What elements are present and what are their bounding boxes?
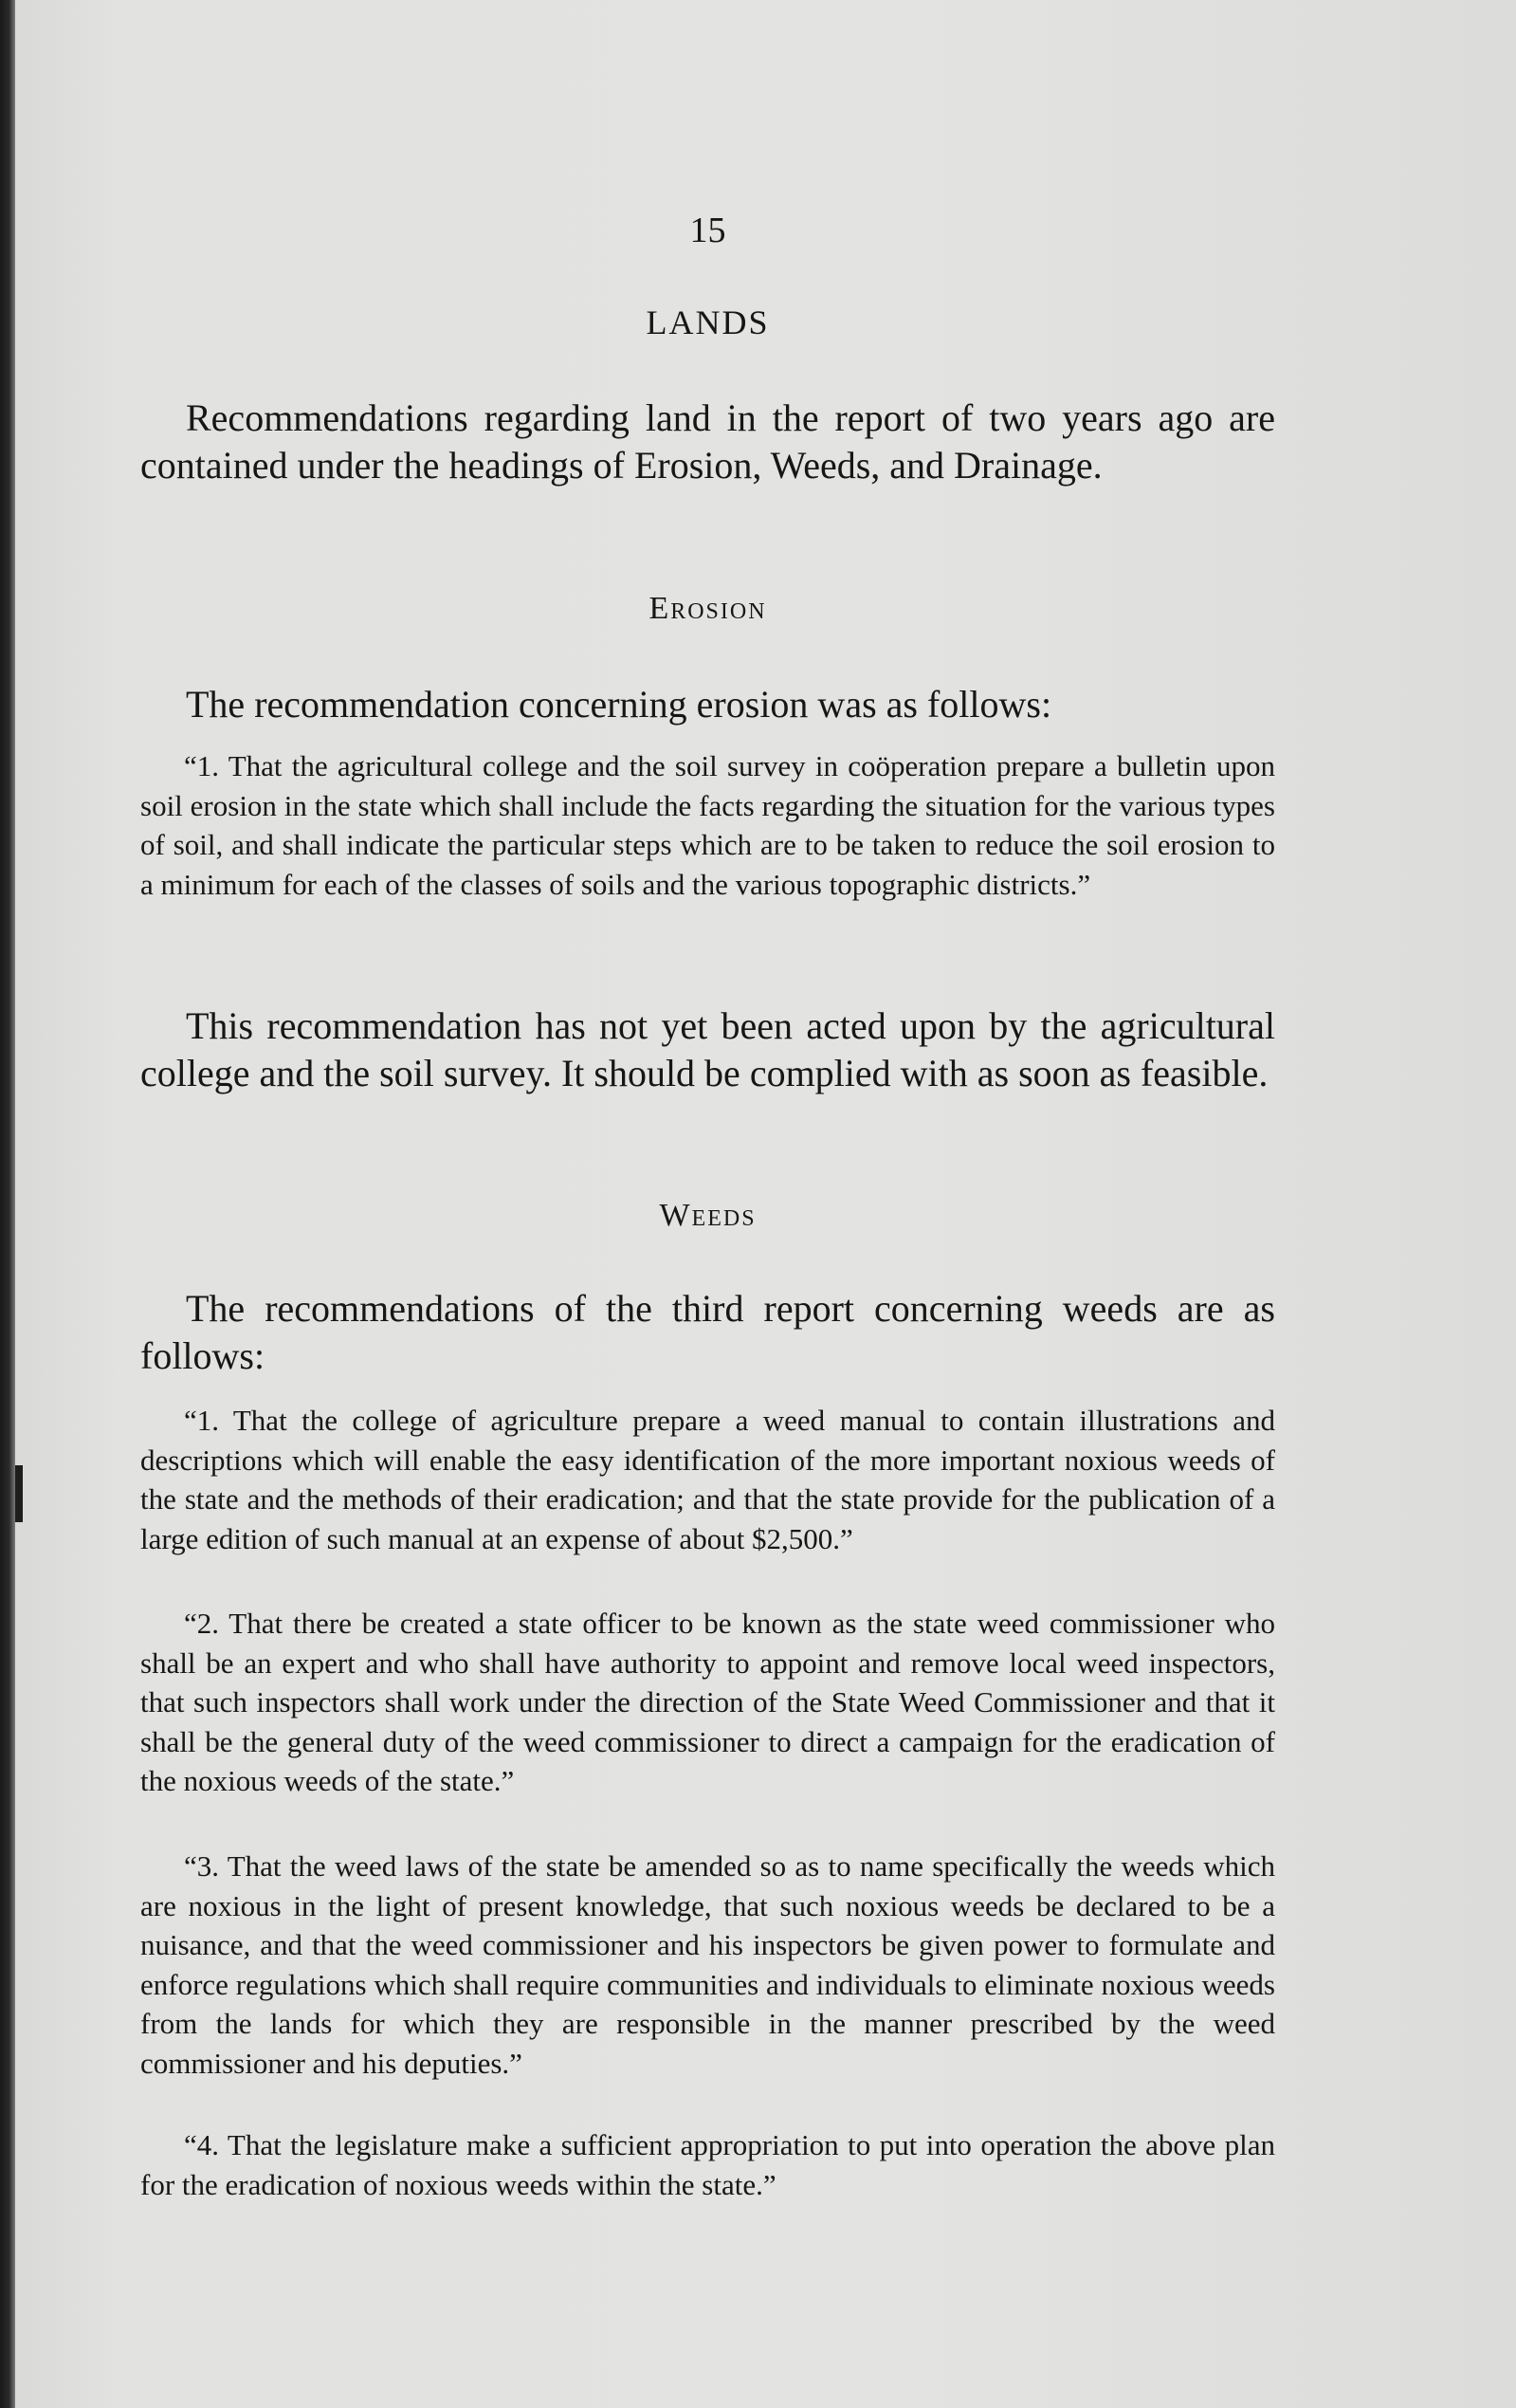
erosion-quote: “1. That the agricultural college and the soil survey in coöperation prepare a bulletin upon soil erosion in the state which shall include the facts regarding the situation for the various types of soil, and shall indicate the particular steps which are to be taken to reduce the soil erosion to a minimum for each of the classes of soils and the various topographic districts.”	[140, 749, 1275, 901]
book-spine-edge	[0, 0, 15, 2408]
weeds-item-1: “1. That the college of agriculture prepare a weed manual to contain illustrations and descriptions which will enable the easy identification of the more important noxious weeds of the state and the methods of their eradication; and that the state provide for the publication of a large edition of such manual at an expense of about $2,500.”	[140, 1404, 1275, 1555]
erosion-followup-paragraph: This recommendation has not yet been acted upon by the agricultural college and the soil survey. It should be complied with as soon as feasible.	[140, 1004, 1275, 1094]
subheading-erosion: Erosion	[648, 591, 767, 626]
weeds-lead-paragraph: The recommendations of the third report concerning weeds are as follows:	[140, 1287, 1275, 1377]
weeds-item-4: “4. That the legislature make a sufficient appropriation to put into operation the above plan for the eradication of noxious weeds within the state.”	[140, 2128, 1275, 2201]
subheading-weeds: Weeds	[659, 1198, 757, 1233]
weeds-item-2: “2. That there be created a state officer to be known as the state weed commissioner who shall be an expert and who shall have authority to appoint and remove local weed inspectors, that such inspectors shall work under the direction of the State Weed Commissioner and that it shall be the general duty of the weed commissioner to direct a campaign for the eradication of the noxious weeds of the state.”	[140, 1607, 1275, 1797]
binding-mark	[15, 1465, 23, 1522]
page-number: 15	[689, 211, 726, 250]
intro-paragraph: Recommendations regarding land in the report of two years ago are contained under the headings of Erosion, Weeds, and Drainage.	[140, 396, 1275, 487]
weeds-item-3: “3. That the weed laws of the state be amended so as to name specifically the weeds which are noxious in the light of present knowledge, that such noxious weeds be declared to be a nuisance, and that the weed commissioner and his inspectors be given power to formulate and enforce regulations which shall require communities and individuals to eliminate noxious weeds from the lands for which they are responsible in the manner prescribed by the weed commissioner and his deputies.”	[140, 1849, 1275, 2080]
erosion-lead-paragraph: The recommendation concerning erosion was as follows:	[186, 683, 1052, 726]
section-title-lands: LANDS	[646, 303, 770, 341]
